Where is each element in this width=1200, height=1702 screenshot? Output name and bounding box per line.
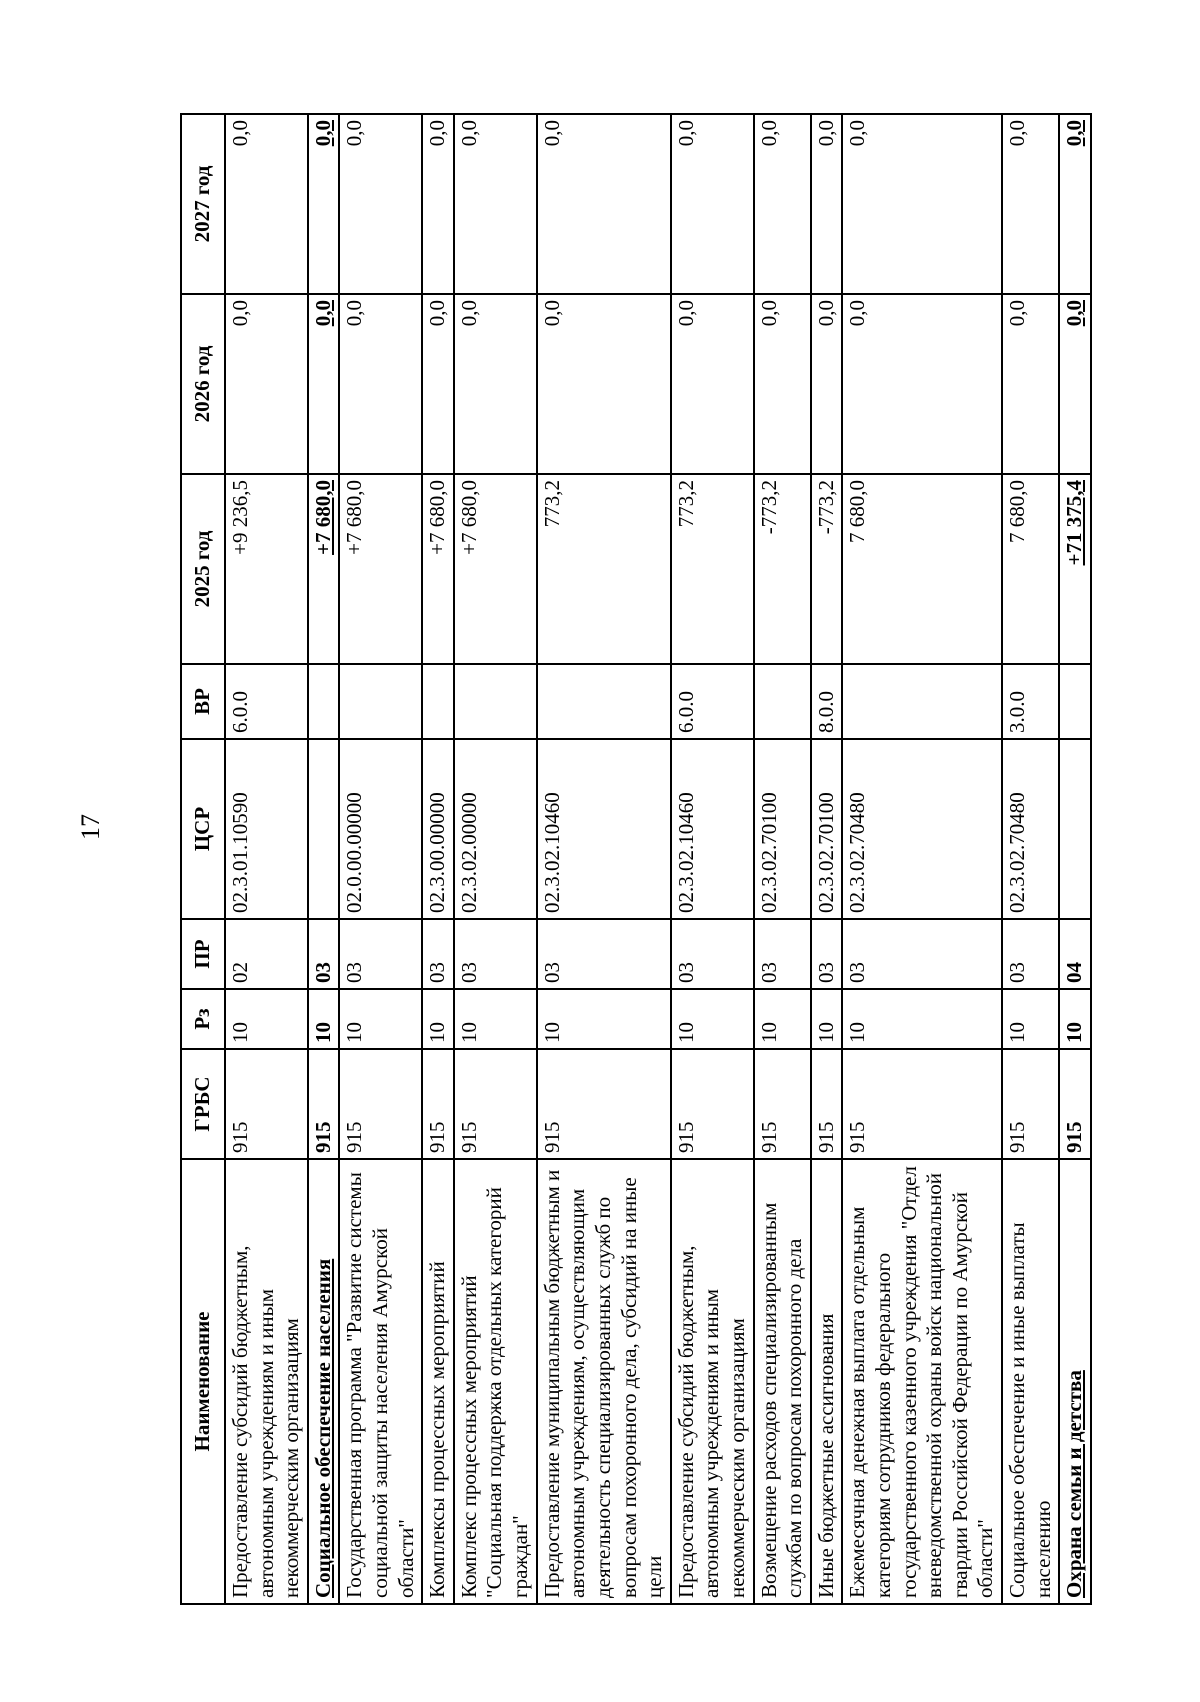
- cell-2027: 0,0: [339, 114, 422, 294]
- cell-pr: 03: [754, 919, 811, 989]
- cell-2027: 0,0: [811, 114, 843, 294]
- cell-2026: 0,0: [1059, 294, 1091, 474]
- cell-name: Иные бюджетные ассигнования: [811, 1159, 843, 1604]
- cell-name: Охрана семьи и детства: [1059, 1159, 1091, 1604]
- cell-rz: 10: [308, 989, 340, 1049]
- cell-vr: [537, 664, 671, 739]
- cell-name: Комплекс процессных мероприятий "Социальная поддержка отдельных категорий граждан": [454, 1159, 537, 1604]
- cell-csr: 02.3.00.00000: [422, 739, 454, 919]
- cell-vr: 6.0.0: [225, 664, 308, 739]
- cell-2025: -773,2: [811, 474, 843, 664]
- cell-grbs: 915: [308, 1049, 340, 1159]
- cell-2026: 0,0: [454, 294, 537, 474]
- cell-2027: 0,0: [537, 114, 671, 294]
- cell-name: Комплексы процессных мероприятий: [422, 1159, 454, 1604]
- budget-table: [180, 113, 1092, 1605]
- cell-2025: +7 680,0: [454, 474, 537, 664]
- header-grbs: ГРБС: [181, 1049, 225, 1159]
- cell-pr: 03: [454, 919, 537, 989]
- cell-pr: 03: [339, 919, 422, 989]
- cell-grbs: 915: [454, 1049, 537, 1159]
- cell-csr: 02.3.02.70480: [842, 739, 1002, 919]
- cell-2027: 0,0: [422, 114, 454, 294]
- table-row-section: [308, 114, 340, 1604]
- cell-rz: 10: [225, 989, 308, 1049]
- cell-grbs: 915: [339, 1049, 422, 1159]
- cell-2026: 0,0: [1002, 294, 1059, 474]
- cell-2025: -773,2: [754, 474, 811, 664]
- cell-2026: 0,0: [537, 294, 671, 474]
- rotated-table-container: [180, 115, 1087, 1605]
- cell-grbs: 915: [1002, 1049, 1059, 1159]
- cell-vr: [339, 664, 422, 739]
- header-2026: 2026 год: [181, 294, 225, 474]
- cell-vr: [308, 664, 340, 739]
- cell-rz: 10: [754, 989, 811, 1049]
- cell-vr: [1059, 664, 1091, 739]
- cell-csr: [1059, 739, 1091, 919]
- cell-2026: 0,0: [308, 294, 340, 474]
- cell-2025: 7 680,0: [1002, 474, 1059, 664]
- cell-pr: 03: [308, 919, 340, 989]
- cell-rz: 10: [842, 989, 1002, 1049]
- header-2027: 2027 год: [181, 114, 225, 294]
- cell-grbs: 915: [537, 1049, 671, 1159]
- cell-2026: 0,0: [754, 294, 811, 474]
- cell-pr: 03: [811, 919, 843, 989]
- cell-2026: 0,0: [671, 294, 754, 474]
- cell-csr: 02.3.02.70100: [811, 739, 843, 919]
- cell-pr: 03: [1002, 919, 1059, 989]
- cell-rz: 10: [1059, 989, 1091, 1049]
- cell-name: Предоставление субсидий бюджетным, автономным учреждениям и иным некоммерческим организациям: [225, 1159, 308, 1604]
- cell-2025: +7 680,0: [422, 474, 454, 664]
- cell-grbs: 915: [671, 1049, 754, 1159]
- cell-2026: 0,0: [842, 294, 1002, 474]
- header-csr: ЦСР: [181, 739, 225, 919]
- cell-csr: 02.3.02.00000: [454, 739, 537, 919]
- cell-grbs: 915: [754, 1049, 811, 1159]
- cell-csr: 02.0.00.00000: [339, 739, 422, 919]
- cell-csr: 02.3.01.10590: [225, 739, 308, 919]
- cell-rz: 10: [339, 989, 422, 1049]
- cell-2025: 7 680,0: [842, 474, 1002, 664]
- cell-rz: 10: [811, 989, 843, 1049]
- cell-rz: 10: [1002, 989, 1059, 1049]
- table-row: [1002, 114, 1059, 1604]
- cell-grbs: 915: [1059, 1049, 1091, 1159]
- cell-name: Предоставление субсидий бюджетным, автономным учреждениям и иным некоммерческим организациям: [671, 1159, 754, 1604]
- cell-pr: 04: [1059, 919, 1091, 989]
- cell-vr: [842, 664, 1002, 739]
- cell-rz: 10: [422, 989, 454, 1049]
- cell-name: Ежемесячная денежная выплата отдельным категориям сотрудников федерального государственного казенного учреждения "Отдел вневедомственной охраны войск национальной гвардии Российской Федерации по Амурской области": [842, 1159, 1002, 1604]
- cell-rz: 10: [671, 989, 754, 1049]
- cell-2027: 0,0: [454, 114, 537, 294]
- table-row: [339, 114, 422, 1604]
- cell-name: Социальное обеспечение населения: [308, 1159, 340, 1604]
- table-row: [454, 114, 537, 1604]
- cell-name: Предоставление муниципальным бюджетным и автономным учреждениям, осуществляющим деятельность специализированных служб по вопросам похоронного дела, субсидий на иные цели: [537, 1159, 671, 1604]
- cell-vr: [422, 664, 454, 739]
- cell-csr: 02.3.02.70100: [754, 739, 811, 919]
- header-rz: Рз: [181, 989, 225, 1049]
- table-row: [811, 114, 843, 1604]
- cell-grbs: 915: [422, 1049, 454, 1159]
- cell-name: Социальное обеспечение и иные выплаты населению: [1002, 1159, 1059, 1604]
- cell-2026: 0,0: [811, 294, 843, 474]
- cell-pr: 03: [537, 919, 671, 989]
- cell-grbs: 915: [225, 1049, 308, 1159]
- cell-2027: 0,0: [671, 114, 754, 294]
- table-row: [537, 114, 671, 1604]
- cell-name: Возмещение расходов специализированным службам по вопросам похоронного дела: [754, 1159, 811, 1604]
- cell-2025: +9 236,5: [225, 474, 308, 664]
- table-row: [842, 114, 1002, 1604]
- cell-2027: 0,0: [308, 114, 340, 294]
- cell-2025: +7 680,0: [339, 474, 422, 664]
- cell-2027: 0,0: [754, 114, 811, 294]
- header-2025: 2025 год: [181, 474, 225, 664]
- table-row: [225, 114, 308, 1604]
- cell-vr: [754, 664, 811, 739]
- cell-2026: 0,0: [422, 294, 454, 474]
- table-row: [754, 114, 811, 1604]
- cell-csr: 02.3.02.10460: [671, 739, 754, 919]
- table-row: [671, 114, 754, 1604]
- cell-2026: 0,0: [339, 294, 422, 474]
- cell-pr: 02: [225, 919, 308, 989]
- cell-name: Государственная программа "Развитие системы социальной защиты населения Амурской области": [339, 1159, 422, 1604]
- cell-vr: 6.0.0: [671, 664, 754, 739]
- cell-2027: 0,0: [225, 114, 308, 294]
- cell-2025: +7 680,0: [308, 474, 340, 664]
- header-name: Наименование: [181, 1159, 225, 1604]
- cell-2027: 0,0: [1059, 114, 1091, 294]
- cell-2027: 0,0: [842, 114, 1002, 294]
- cell-2027: 0,0: [1002, 114, 1059, 294]
- cell-rz: 10: [454, 989, 537, 1049]
- cell-rz: 10: [537, 989, 671, 1049]
- header-vr: ВР: [181, 664, 225, 739]
- page-number: 17: [76, 814, 105, 840]
- cell-pr: 03: [422, 919, 454, 989]
- cell-2025: 773,2: [671, 474, 754, 664]
- table-header-row: [181, 114, 225, 1604]
- cell-grbs: 915: [811, 1049, 843, 1159]
- cell-grbs: 915: [842, 1049, 1002, 1159]
- cell-csr: 02.3.02.70480: [1002, 739, 1059, 919]
- cell-2026: 0,0: [225, 294, 308, 474]
- cell-2025: 773,2: [537, 474, 671, 664]
- cell-pr: 03: [842, 919, 1002, 989]
- table-row-section: [1059, 114, 1091, 1604]
- table-row: [422, 114, 454, 1604]
- cell-csr: 02.3.02.10460: [537, 739, 671, 919]
- cell-csr: [308, 739, 340, 919]
- cell-vr: 3.0.0: [1002, 664, 1059, 739]
- cell-vr: [454, 664, 537, 739]
- cell-vr: 8.0.0: [811, 664, 843, 739]
- cell-2025: +71 375,4: [1059, 474, 1091, 664]
- cell-pr: 03: [671, 919, 754, 989]
- header-pr: ПР: [181, 919, 225, 989]
